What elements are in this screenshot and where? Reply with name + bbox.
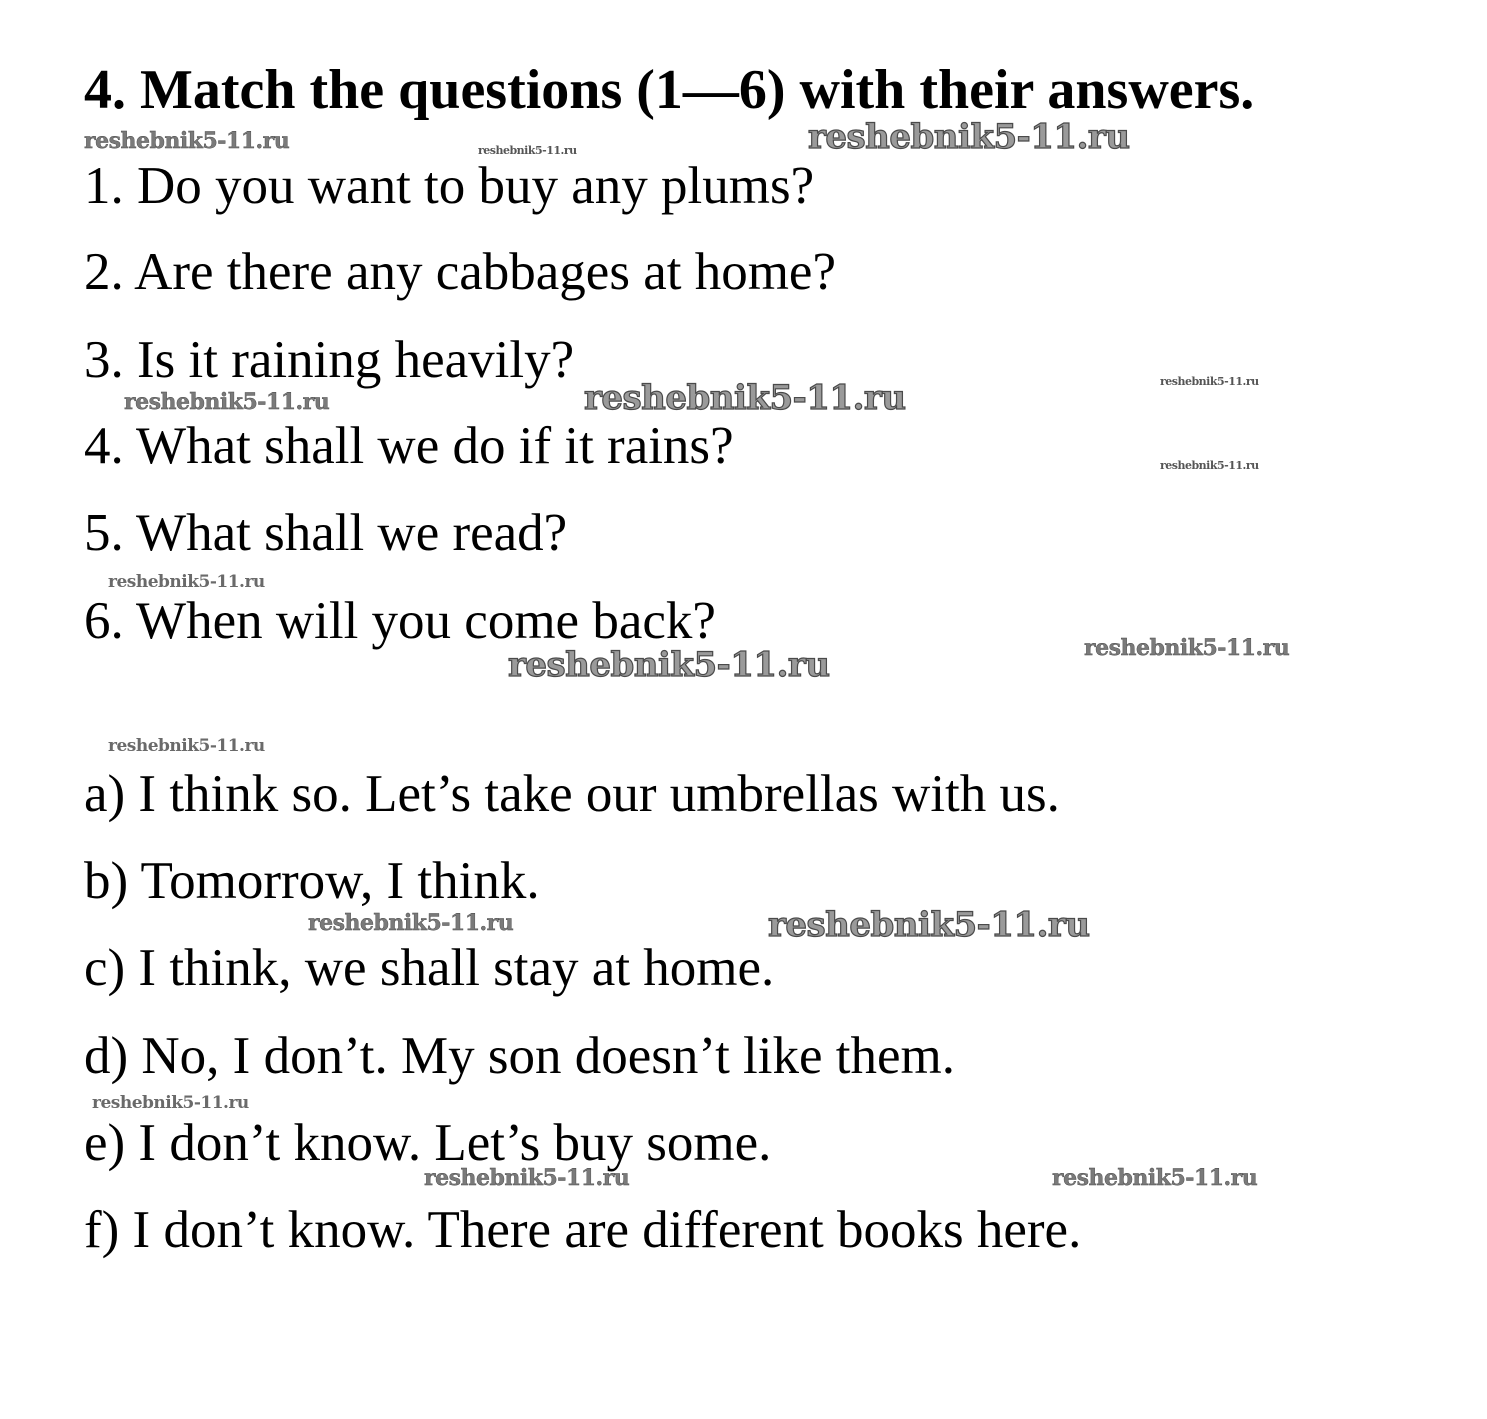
watermark: reshebnik5-11.ru	[108, 572, 265, 592]
answer-a: a) I think so. Let’s take our umbrellas with us.	[84, 765, 1060, 823]
question-3: 3. Is it raining heavily?	[84, 331, 575, 389]
answer-b: b) Tomorrow, I think.	[84, 852, 540, 910]
watermark: reshebnik5-11.ru	[84, 128, 290, 154]
answer-f: f) I don’t know. There are different books here.	[84, 1201, 1082, 1259]
watermark: reshebnik5-11.ru	[1160, 459, 1259, 472]
watermark: reshebnik5-11.ru	[1052, 1165, 1258, 1191]
question-6: 6. When will you come back?	[84, 592, 716, 650]
watermark: reshebnik5-11.ru	[1160, 375, 1259, 388]
answer-d: d) No, I don’t. My son doesn’t like them.	[84, 1027, 956, 1085]
watermark: reshebnik5-11.ru	[584, 378, 906, 418]
watermark: reshebnik5-11.ru	[108, 736, 265, 756]
watermark: reshebnik5-11.ru	[478, 144, 577, 157]
watermark: reshebnik5-11.ru	[92, 1093, 249, 1113]
watermark: reshebnik5-11.ru	[508, 645, 830, 685]
watermark: reshebnik5-11.ru	[768, 905, 1090, 945]
watermark: reshebnik5-11.ru	[124, 389, 330, 415]
exercise-title: 4. Match the questions (1—6) with their answers.	[84, 59, 1255, 121]
answer-e: e) I don’t know. Let’s buy some.	[84, 1114, 772, 1172]
watermark: reshebnik5-11.ru	[424, 1165, 630, 1191]
question-5: 5. What shall we read?	[84, 504, 568, 562]
question-4: 4. What shall we do if it rains?	[84, 417, 734, 475]
watermark: reshebnik5-11.ru	[308, 910, 514, 936]
watermark: reshebnik5-11.ru	[808, 117, 1130, 157]
question-2: 2. Are there any cabbages at home?	[84, 243, 836, 301]
watermark: reshebnik5-11.ru	[1084, 635, 1290, 661]
answer-c: c) I think, we shall stay at home.	[84, 939, 775, 997]
question-1: 1. Do you want to buy any plums?	[84, 157, 815, 215]
